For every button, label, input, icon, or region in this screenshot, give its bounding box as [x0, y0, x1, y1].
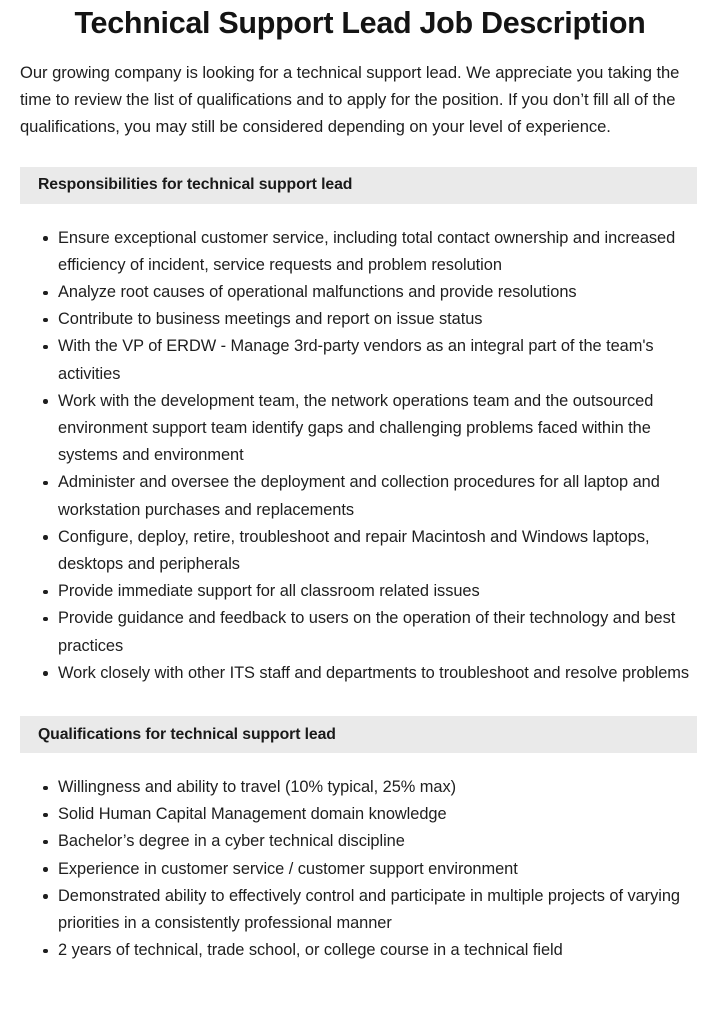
- section-qualifications: [0, 716, 720, 964]
- list-item: Willingness and ability to travel (10% typical, 25% max): [0, 774, 720, 801]
- list-item: Provide immediate support for all classroom related issues: [0, 578, 720, 605]
- list-item: Work closely with other ITS staff and departments to troubleshoot and resolve problems: [0, 660, 720, 687]
- list-item: Experience in customer service / customer support environment: [0, 856, 720, 883]
- list-item: Demonstrated ability to effectively control and participate in multiple projects of varying priorities in a consistently professional manner: [0, 883, 720, 937]
- section-responsibilities: [0, 167, 720, 687]
- section-header-band-responsibilities: [20, 167, 697, 204]
- section-header-band-qualifications: [20, 716, 697, 753]
- responsibilities-list: [0, 225, 720, 687]
- list-item: Solid Human Capital Management domain knowledge: [0, 801, 720, 828]
- list-item: With the VP of ERDW - Manage 3rd-party vendors as an integral part of the team's activities: [0, 333, 720, 387]
- intro-paragraph: Our growing company is looking for a technical support lead. We appreciate you taking the time to review the list of qualifications and to apply for the position. If you don’t fill all of the qualifications, you may still be considered depending on your level of experience.: [20, 63, 680, 137]
- list-item: Contribute to business meetings and report on issue status: [0, 306, 720, 333]
- list-item: Administer and oversee the deployment and collection procedures for all laptop and workstation purchases and replacements: [0, 469, 720, 523]
- list-item: Analyze root causes of operational malfunctions and provide resolutions: [0, 279, 720, 306]
- list-item: Bachelor’s degree in a cyber technical discipline: [0, 828, 720, 855]
- list-item: Work with the development team, the network operations team and the outsourced environment support team identify gaps and challenging problems faced within the systems and environment: [0, 388, 720, 470]
- section-heading-responsibilities: Responsibilities for technical support lead: [38, 176, 353, 194]
- list-item: 2 years of technical, trade school, or college course in a technical field: [0, 937, 720, 964]
- page-title: Technical Support Lead Job Description: [74, 6, 646, 40]
- qualifications-list: [0, 774, 720, 964]
- list-item: Ensure exceptional customer service, including total contact ownership and increased efficiency of incident, service requests and problem resolution: [0, 225, 720, 279]
- list-item: Provide guidance and feedback to users on the operation of their technology and best practices: [0, 605, 720, 659]
- list-item: Configure, deploy, retire, troubleshoot and repair Macintosh and Windows laptops, desktops and peripherals: [0, 524, 720, 578]
- section-heading-qualifications: Qualifications for technical support lead: [38, 725, 336, 743]
